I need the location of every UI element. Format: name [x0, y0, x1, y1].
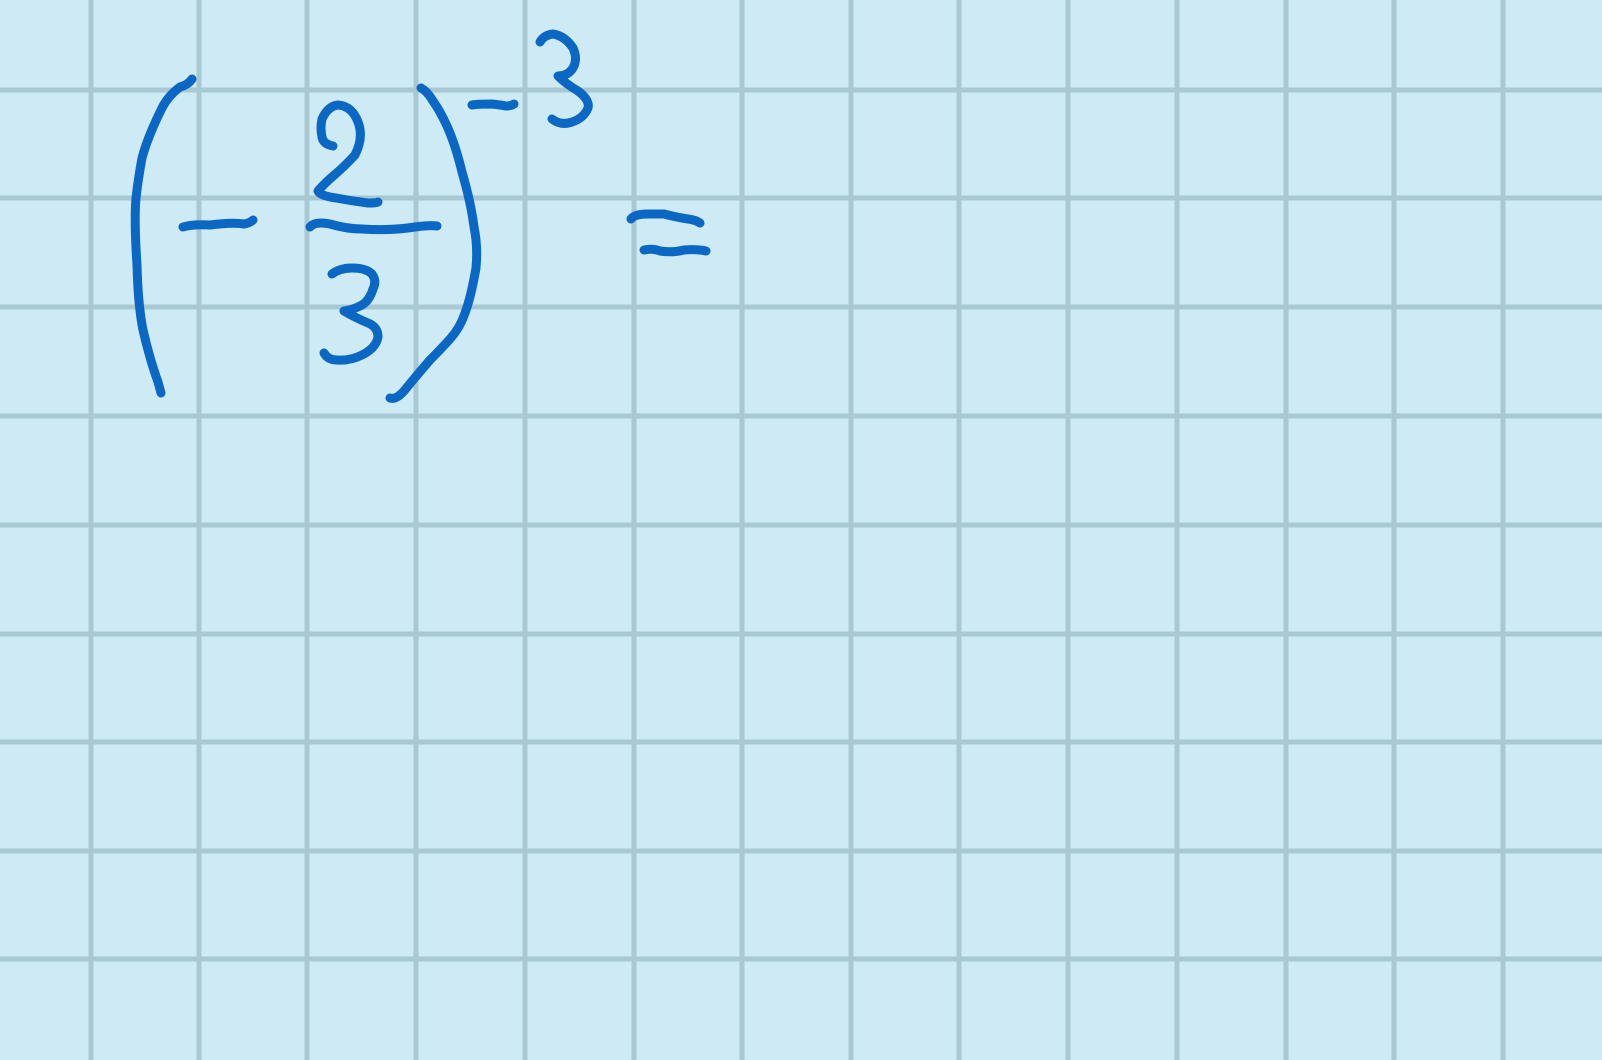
exponent-minus	[472, 104, 514, 106]
equals-sign-bottom	[644, 249, 706, 252]
exponent-digit	[540, 34, 588, 123]
left-parenthesis	[135, 79, 192, 393]
negative-sign	[183, 220, 253, 227]
denominator-digit	[324, 268, 378, 360]
fraction-bar	[310, 223, 437, 230]
right-parenthesis	[390, 88, 477, 398]
equals-sign-top	[631, 214, 700, 223]
ink-strokes	[135, 34, 706, 398]
numerator-digit	[318, 105, 378, 203]
